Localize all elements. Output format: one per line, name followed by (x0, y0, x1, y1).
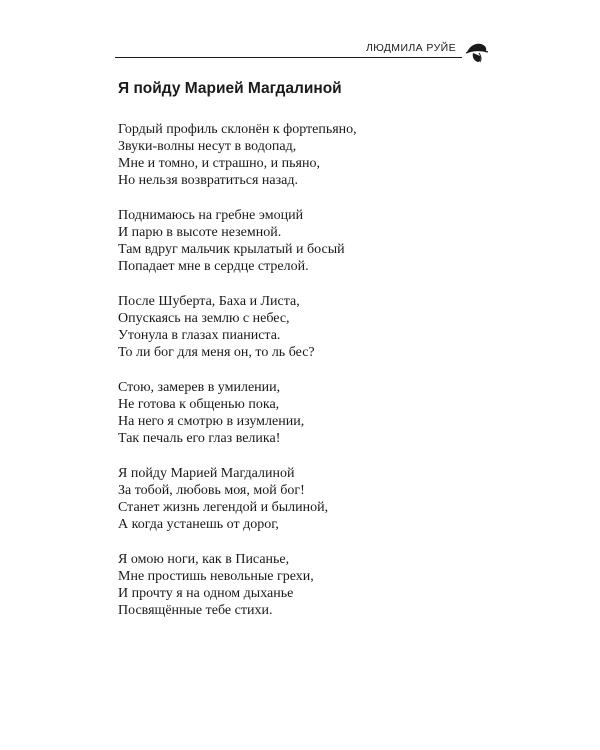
lady-in-hat-icon (464, 40, 490, 66)
stanza-5 (118, 465, 488, 533)
poem-line: На него я смотрю в изумлении, (118, 414, 305, 429)
stanza-2 (118, 207, 488, 275)
poem-line: После Шуберта, Баха и Листа, (118, 294, 300, 309)
poem-line: Утонула в глазах пианиста. (118, 328, 281, 343)
poem-line: Я омою ноги, как в Писанье, (118, 552, 290, 567)
stanza-3 (118, 293, 488, 361)
poem-line: Не готова к общенью пока, (118, 397, 280, 412)
header-rule (115, 57, 462, 58)
stanza-6 (118, 551, 488, 619)
running-header (115, 40, 490, 74)
poem-line: А когда устанешь от дорог, (118, 517, 279, 532)
poem-line: За тобой, любовь моя, мой бог! (118, 483, 305, 498)
poem-title: Я пойду Марией Магдалиной (118, 80, 342, 97)
poem-line: Там вдруг мальчик крылатый и босый (118, 242, 345, 257)
poem-line: Опускаясь на землю с небес, (118, 311, 290, 326)
stanza-4 (118, 379, 488, 447)
poem-line: Попадает мне в сердце стрелой. (118, 259, 309, 274)
poem-line: Мне простишь невольные грехи, (118, 569, 314, 584)
poem-line: Мне и томно, и страшно, и пьяно, (118, 156, 320, 171)
poem-line: Я пойду Марией Магдалиной (118, 466, 295, 481)
poem-line: Поднимаюсь на гребне эмоций (118, 208, 304, 223)
poem-line: Так печаль его глаз велика! (118, 431, 281, 446)
poem-line: Звуки-волны несут в водопад, (118, 139, 297, 154)
stanza-1 (118, 121, 488, 189)
poem-line: Посвящённые тебе стихи. (118, 603, 273, 618)
poem-line: И парю в высоте неземной. (118, 225, 282, 240)
poem-line: Станет жизнь легендой и былиной, (118, 500, 329, 515)
poem-line: И прочту я на одном дыханье (118, 586, 294, 601)
poem-line: То ли бог для меня он, то ль бес? (118, 345, 315, 360)
header-author: ЛЮДМИЛА РУЙЕ (360, 42, 456, 54)
poem (118, 79, 488, 637)
poem-line: Но нельзя возвратиться назад. (118, 173, 299, 188)
poem-line: Гордый профиль склонён к фортепьяно, (118, 122, 357, 137)
poem-line: Стою, замерев в умилении, (118, 380, 281, 395)
